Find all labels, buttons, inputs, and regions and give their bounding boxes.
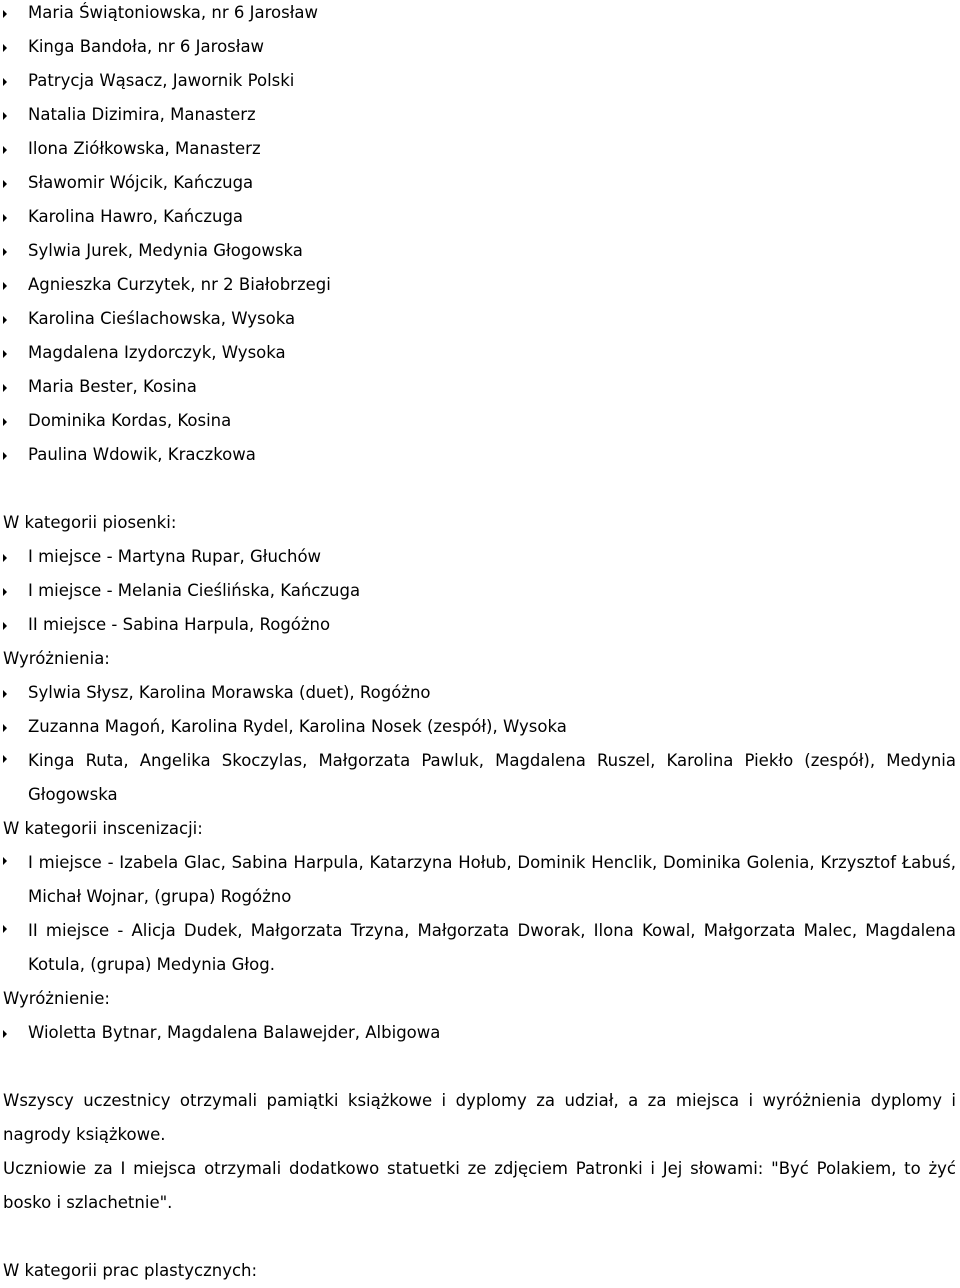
staging-distinction-heading: Wyróżnienie:	[3, 989, 110, 1008]
bullet-icon	[3, 10, 7, 18]
bullet-icon	[3, 180, 7, 188]
bullet-icon	[3, 554, 7, 562]
art-category-heading: W kategorii prac plastycznych:	[3, 1261, 258, 1280]
bullet-icon	[3, 214, 7, 222]
list-item: Karolina Hawro, Kańczuga	[0, 200, 960, 234]
list-item: Natalia Dizimira, Manasterz	[0, 98, 960, 132]
list-item: Wioletta Bytnar, Magdalena Balawejder, Albigowa	[0, 1016, 960, 1050]
list-item: I miejsce - Martyna Rupar, Głuchów	[0, 540, 960, 574]
list-item: Sylwia Jurek, Medynia Głogowska	[0, 234, 960, 268]
list-item: Maria Świątoniowska, nr 6 Jarosław	[0, 0, 960, 30]
bullet-icon	[3, 350, 7, 358]
bullet-icon	[3, 418, 7, 426]
bullet-icon	[3, 248, 7, 256]
paragraph: Uczniowie za I miejsca otrzymali dodatkowo statuetki ze zdjęciem Patronki i Jej słowami: "Być Polakiem, to żyć bosko i szlachetnie".	[3, 1159, 956, 1212]
list-item: Ilona Ziółkowska, Manasterz	[0, 132, 960, 166]
bullet-icon	[3, 282, 7, 290]
list-item: Magdalena Izydorczyk, Wysoka	[0, 336, 960, 370]
song-distinctions-heading: Wyróżnienia:	[3, 649, 110, 668]
list-item: Maria Bester, Kosina	[0, 370, 960, 404]
bullet-icon	[3, 1030, 7, 1038]
list-item: II miejsce - Alicja Dudek, Małgorzata Trzyna, Małgorzata Dworak, Ilona Kowal, Małgorzata Malec, Magdalena Kotula, (grupa) Medynia Głog.	[28, 921, 956, 974]
bullet-icon	[3, 588, 7, 596]
list-item: Karolina Cieślachowska, Wysoka	[0, 302, 960, 336]
list-item: II miejsce - Sabina Harpula, Rogóżno	[0, 608, 960, 642]
list-item: Sławomir Wójcik, Kańczuga	[0, 166, 960, 200]
bullet-icon	[3, 452, 7, 460]
bullet-icon	[3, 622, 7, 630]
list-item: Kinga Bandoła, nr 6 Jarosław	[0, 30, 960, 64]
list-item: Dominika Kordas, Kosina	[0, 404, 960, 438]
bullet-icon	[3, 857, 7, 865]
list-item: Paulina Wdowik, Kraczkowa	[0, 438, 960, 472]
bullet-icon	[3, 690, 7, 698]
list-item: Patrycja Wąsacz, Jawornik Polski	[0, 64, 960, 98]
list-item: Zuzanna Magoń, Karolina Rydel, Karolina Nosek (zespół), Wysoka	[0, 710, 960, 744]
staging-category-heading: W kategorii inscenizacji:	[3, 819, 203, 838]
bullet-icon	[3, 384, 7, 392]
song-category-heading: W kategorii piosenki:	[3, 513, 177, 532]
list-item: Sylwia Słysz, Karolina Morawska (duet), Rogóżno	[0, 676, 960, 710]
bullet-icon	[3, 112, 7, 120]
paragraph: Wszyscy uczestnicy otrzymali pamiątki książkowe i dyplomy za udział, a za miejsca i wyróżnienia dyplomy i nagrody książkowe.	[3, 1091, 956, 1144]
bullet-icon	[3, 724, 7, 732]
bullet-icon	[3, 925, 7, 933]
bullet-icon	[3, 44, 7, 52]
bullet-icon	[3, 146, 7, 154]
list-item: I miejsce - Izabela Glac, Sabina Harpula, Katarzyna Hołub, Dominik Henclik, Dominika Golenia, Krzysztof Łabuś, Michał Wojnar, (grupa) Rogóżno	[28, 853, 956, 906]
list-item: Kinga Ruta, Angelika Skoczylas, Małgorzata Pawluk, Magdalena Ruszel, Karolina Piekło (zespół), Medynia Głogowska	[28, 751, 956, 804]
bullet-icon	[3, 755, 7, 763]
bullet-icon	[3, 78, 7, 86]
list-item: I miejsce - Melania Cieślińska, Kańczuga	[0, 574, 960, 608]
bullet-icon	[3, 316, 7, 324]
list-item: Agnieszka Curzytek, nr 2 Białobrzegi	[0, 268, 960, 302]
